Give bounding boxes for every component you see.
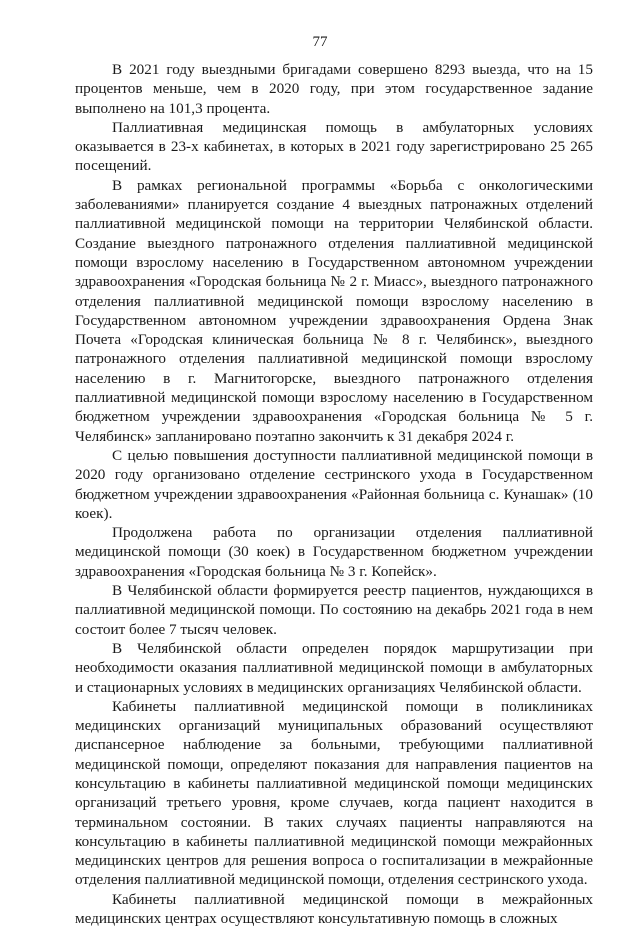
- paragraph-routing-procedure: В Челябинской области определен порядок маршрутизации при необходимости оказания паллиативной медицинской помощи в амбулаторных и стационарных условиях в медицинских организациях Челябинской области.: [75, 639, 593, 696]
- paragraph-outreach-visits: В 2021 году выездными бригадами совершено 8293 выезда, что на 15 процентов меньше, чем в 2020 году, при этом государственное задание выполнено на 101,3 процента.: [75, 61, 593, 117]
- paragraph-regional-program: В рамках региональной программы «Борьба с онкологическими заболеваниями» планируется создание 4 выездных патронажных отделений паллиативной медицинской помощи на территории Челябинской области. Создание выездного патронажного отделения паллиативной медицинской помощи взрослому населению в Государственном автономном учреждении здравоохранения «Городская больница № 2 г. Миасс», выездного патронажного отделения паллиативной медицинской помощи взрослому населению в Государственном автономном учреждении здравоохранения Ордена Знак Почета «Городская клиническая больница № 8 г. Челябинск», выездного патронажного отделения паллиативной медицинской помощи взрослому населению в г. Магнитогорске, выездного патронажного отделения паллиативной медицинской помощи взрослому населению в Государственном бюджетном учреждении здравоохранения «Городская больница № 5 г. Челябинск» запланировано поэтапно закончить к 31 декабря 2024 г.: [75, 176, 593, 445]
- paragraph-kopeysk-department: Продолжена работа по организации отделения паллиативной медицинской помощи (30 коек) в Государственном бюджетном учреждении здравоохранения «Городская больница № 3 г. Копейск».: [75, 524, 593, 580]
- document-body: [75, 60, 593, 928]
- paragraph-clinic-offices: Кабинеты паллиативной медицинской помощи в поликлиниках медицинских организаций муниципальных образований осуществляют диспансерное наблюдение за больными, требующими паллиативной медицинской помощи, определяют показания для направления пациентов на консультацию в кабинеты паллиативной медицинской помощи медицинских организаций третьего уровня, кроме случаев, когда пациент находится в терминальном состоянии. В таких случаях пациенты направляются на консультацию в кабинеты паллиативной медицинской помощи межрайонных медицинских центров для решения вопроса о госпитализации в межрайонные отделения паллиативной медицинской помощи, отделения сестринского ухода.: [75, 697, 593, 889]
- page-number: 77: [312, 34, 328, 50]
- paragraph-nursing-department: С целью повышения доступности паллиативной медицинской помощи в 2020 году организовано отделение сестринского ухода в Государственном бюджетном учреждении здравоохранения «Районная больница с. Кунашак» (10 коек).: [75, 446, 593, 522]
- paragraph-patient-registry: В Челябинской области формируется реестр пациентов, нуждающихся в паллиативной медицинской помощи. По состоянию на декабрь 2021 года в нем состоит более 7 тысяч человек.: [75, 582, 593, 638]
- paragraph-interdistrict-offices: Кабинеты паллиативной медицинской помощи в межрайонных медицинских центрах осуществляют консультативную помощь в сложных: [75, 890, 593, 928]
- paragraph-outpatient-care: Паллиативная медицинская помощь в амбулаторных условиях оказывается в 23-х кабинетах, в которых в 2021 году зарегистрировано 25 265 посещений.: [75, 118, 593, 175]
